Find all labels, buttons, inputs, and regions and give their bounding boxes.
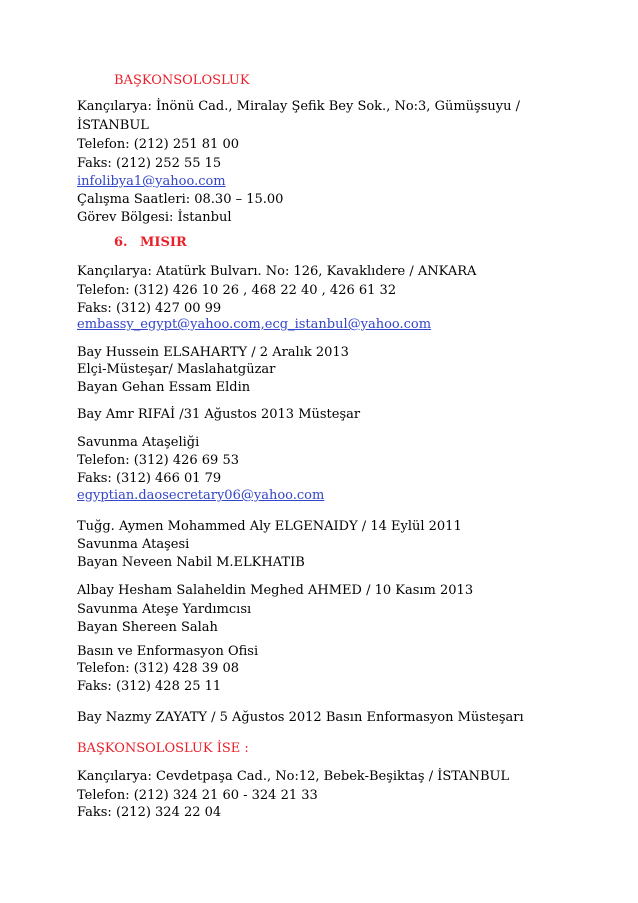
- egypt-address: Kançılarya: Atatürk Bulvarı. No: 126, Kavaklıdere / ANKARA: [77, 264, 477, 279]
- egypt-phone: Telefon: (312) 426 10 26 , 468 22 40 , 426 61 32: [77, 283, 397, 298]
- ambassador-line-3: Bayan Gehan Essam Eldin: [77, 380, 251, 395]
- egypt-consulate-phone: Telefon: (212) 324 21 60 - 324 21 33: [77, 788, 318, 803]
- egypt-consulate-address: Kançılarya: Cevdetpaşa Cad., No:12, Bebek-Beşiktaş / İSTANBUL: [77, 769, 510, 784]
- egypt-fax: Faks: (312) 427 00 99: [77, 301, 222, 316]
- egypt-consulate-heading: BAŞKONSOLOSLUK İSE :: [77, 741, 249, 756]
- defense-fax: Faks: (312) 466 01 79: [77, 471, 222, 486]
- attache-line-2: Savunma Ataşesi: [77, 537, 190, 552]
- attache-line-3: Bayan Neveen Nabil M.ELKHATIB: [77, 555, 305, 570]
- egypt-consulate-fax: Faks: (212) 324 22 04: [77, 805, 222, 820]
- press-fax: Faks: (312) 428 25 11: [77, 679, 222, 694]
- counselor-line: Bay Amr RIFAİ /31 Ağustos 2013 Müsteşar: [77, 407, 361, 422]
- ambassador-line-1: Bay Hussein ELSAHARTY / 2 Aralık 2013: [77, 345, 349, 360]
- section-number: 6.: [114, 235, 128, 250]
- libya-address-line-1: Kançılarya: İnönü Cad., Miralay Şefik Bey Sok., No:3, Gümüşsuyu /: [77, 99, 520, 114]
- press-counselor-line: Bay Nazmy ZAYATY / 5 Ağustos 2012 Basın Enformasyon Müsteşarı: [77, 710, 524, 725]
- egypt-email-link[interactable]: embassy_egypt@yahoo.com,ecg_istanbul@yahoo.com: [77, 317, 432, 332]
- egypt-section-heading: [114, 233, 187, 252]
- press-phone: Telefon: (312) 428 39 08: [77, 661, 239, 676]
- libya-hours: Çalışma Saatleri: 08.30 – 15.00: [77, 192, 284, 207]
- libya-phone: Telefon: (212) 251 81 00: [77, 137, 239, 152]
- libya-fax: Faks: (212) 252 55 15: [77, 156, 222, 171]
- libya-region: Görev Bölgesi: İstanbul: [77, 210, 232, 225]
- libya-address-line-2: İSTANBUL: [77, 118, 149, 133]
- assistant-attache-line-1: Albay Hesham Salaheldin Meghed AHMED / 10 Kasım 2013: [77, 583, 474, 598]
- assistant-attache-line-3: Bayan Shereen Salah: [77, 620, 218, 635]
- attache-line-1: Tuğg. Aymen Mohammed Aly ELGENAIDY / 14 Eylül 2011: [77, 519, 462, 534]
- assistant-attache-line-2: Savunma Ateşe Yardımcısı: [77, 602, 252, 617]
- defense-office-title: Savunma Ataşeliği: [77, 435, 200, 450]
- libya-email-link[interactable]: infolibya1@yahoo.com: [77, 174, 226, 189]
- section-title: MISIR: [140, 235, 187, 250]
- press-office-title: Basın ve Enformasyon Ofisi: [77, 644, 259, 659]
- ambassador-line-2: Elçi-Müsteşar/ Maslahatgüzar: [77, 362, 276, 377]
- defense-phone: Telefon: (312) 426 69 53: [77, 453, 239, 468]
- defense-email-link[interactable]: egyptian.daosecretary06@yahoo.com: [77, 488, 325, 503]
- libya-consulate-heading: BAŞKONSOLOSLUK: [114, 73, 250, 88]
